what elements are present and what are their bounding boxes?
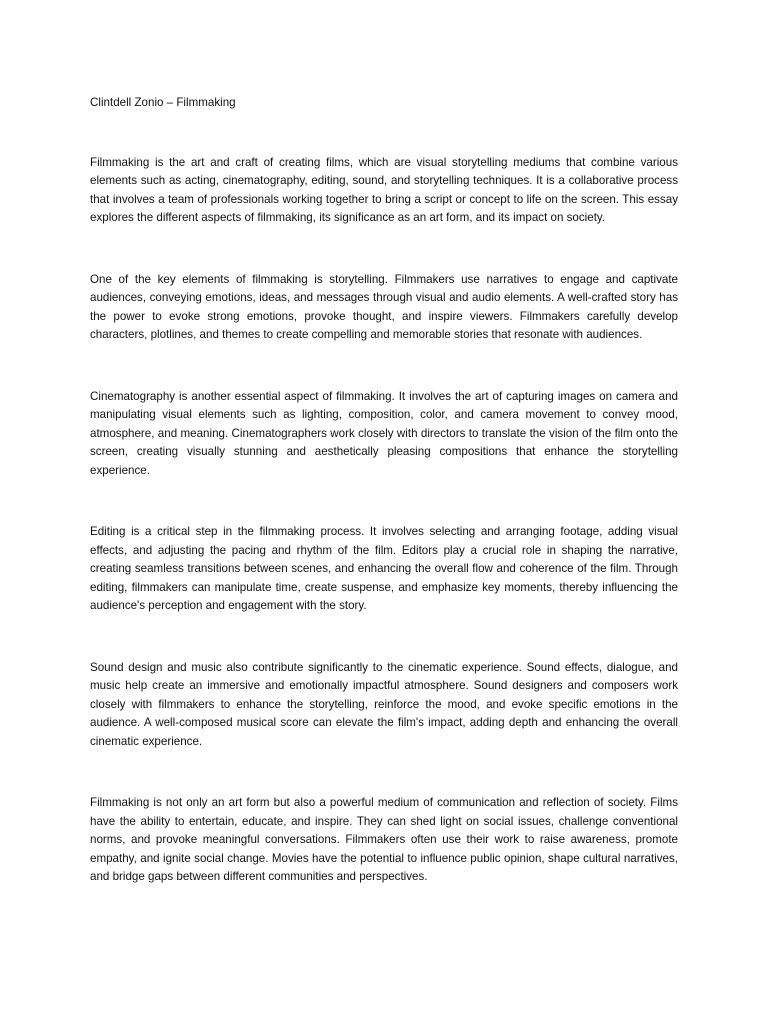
paragraph-sound: Sound design and music also contribute significantly to the cinematic experience. Sound effects, dialogue, and music help create an immersive and emotionally impactful atmosphere. Sound designers and composers work closely with filmmakers to enhance the storytelling, reinforce the mood, and evoke specific emotions in the audience. A well-composed musical score can elevate the film's impact, adding depth and enhancing the overall cinematic experience. (90, 660, 678, 748)
paragraph-society: Filmmaking is not only an art form but also a powerful medium of communication and reflection of society. Films have the ability to entertain, educate, and inspire. They can shed light on social issues, challenge conventional norms, and provoke meaningful conversations. Filmmakers often use their work to raise awareness, promote empathy, and ignite social change. Movies have the potential to influence public opinion, shape cultural narratives, and bridge gaps between different communities and perspectives. (90, 796, 678, 883)
spacer (90, 345, 678, 388)
spacer (90, 228, 678, 271)
paragraph-cinematography: Cinematography is another essential aspect of filmmaking. It involves the art of capturing images on camera and manipulating visual elements such as lighting, composition, color, and camera movement to convey mood, atmosphere, and meaning. Cinematographers work closely with directors to translate the vision of the film onto the screen, creating visually stunning and aesthetically pleasing compositions that enhance the storytelling experience. (90, 389, 678, 477)
document-body (90, 94, 678, 887)
paragraph-intro: Filmmaking is the art and craft of creating films, which are visual storytelling mediums that combine various elements such as acting, cinematography, editing, sound, and storytelling techniques. It is a collaborative process that involves a team of professionals working together to bring a script or concept to life on the screen. This essay explores the different aspects of filmmaking, its significance as an art form, and its impact on society. (90, 155, 678, 224)
spacer (90, 480, 678, 523)
spacer (90, 616, 678, 659)
document-title: Clintdell Zonio – Filmmaking (90, 96, 236, 109)
paragraph-editing: Editing is a critical step in the filmmaking process. It involves selecting and arranging footage, adding visual effects, and adjusting the pacing and rhythm of the film. Editors play a crucial role in shaping the narrative, creating seamless transitions between scenes, and enhancing the overall flow and coherence of the film. Through editing, filmmakers can manipulate time, create suspense, and emphasize key moments, thereby influencing the audience's perception and engagement with the story. (90, 525, 678, 612)
spacer (90, 113, 678, 154)
paragraph-storytelling: One of the key elements of filmmaking is storytelling. Filmmakers use narratives to engage and captivate audiences, conveying emotions, ideas, and messages through visual and audio elements. A well-crafted story has the power to evoke strong emotions, provoke thought, and inspire viewers. Filmmakers carefully develop characters, plotlines, and themes to create compelling and memorable stories that resonate with audiences. (90, 272, 678, 341)
spacer (90, 751, 678, 794)
